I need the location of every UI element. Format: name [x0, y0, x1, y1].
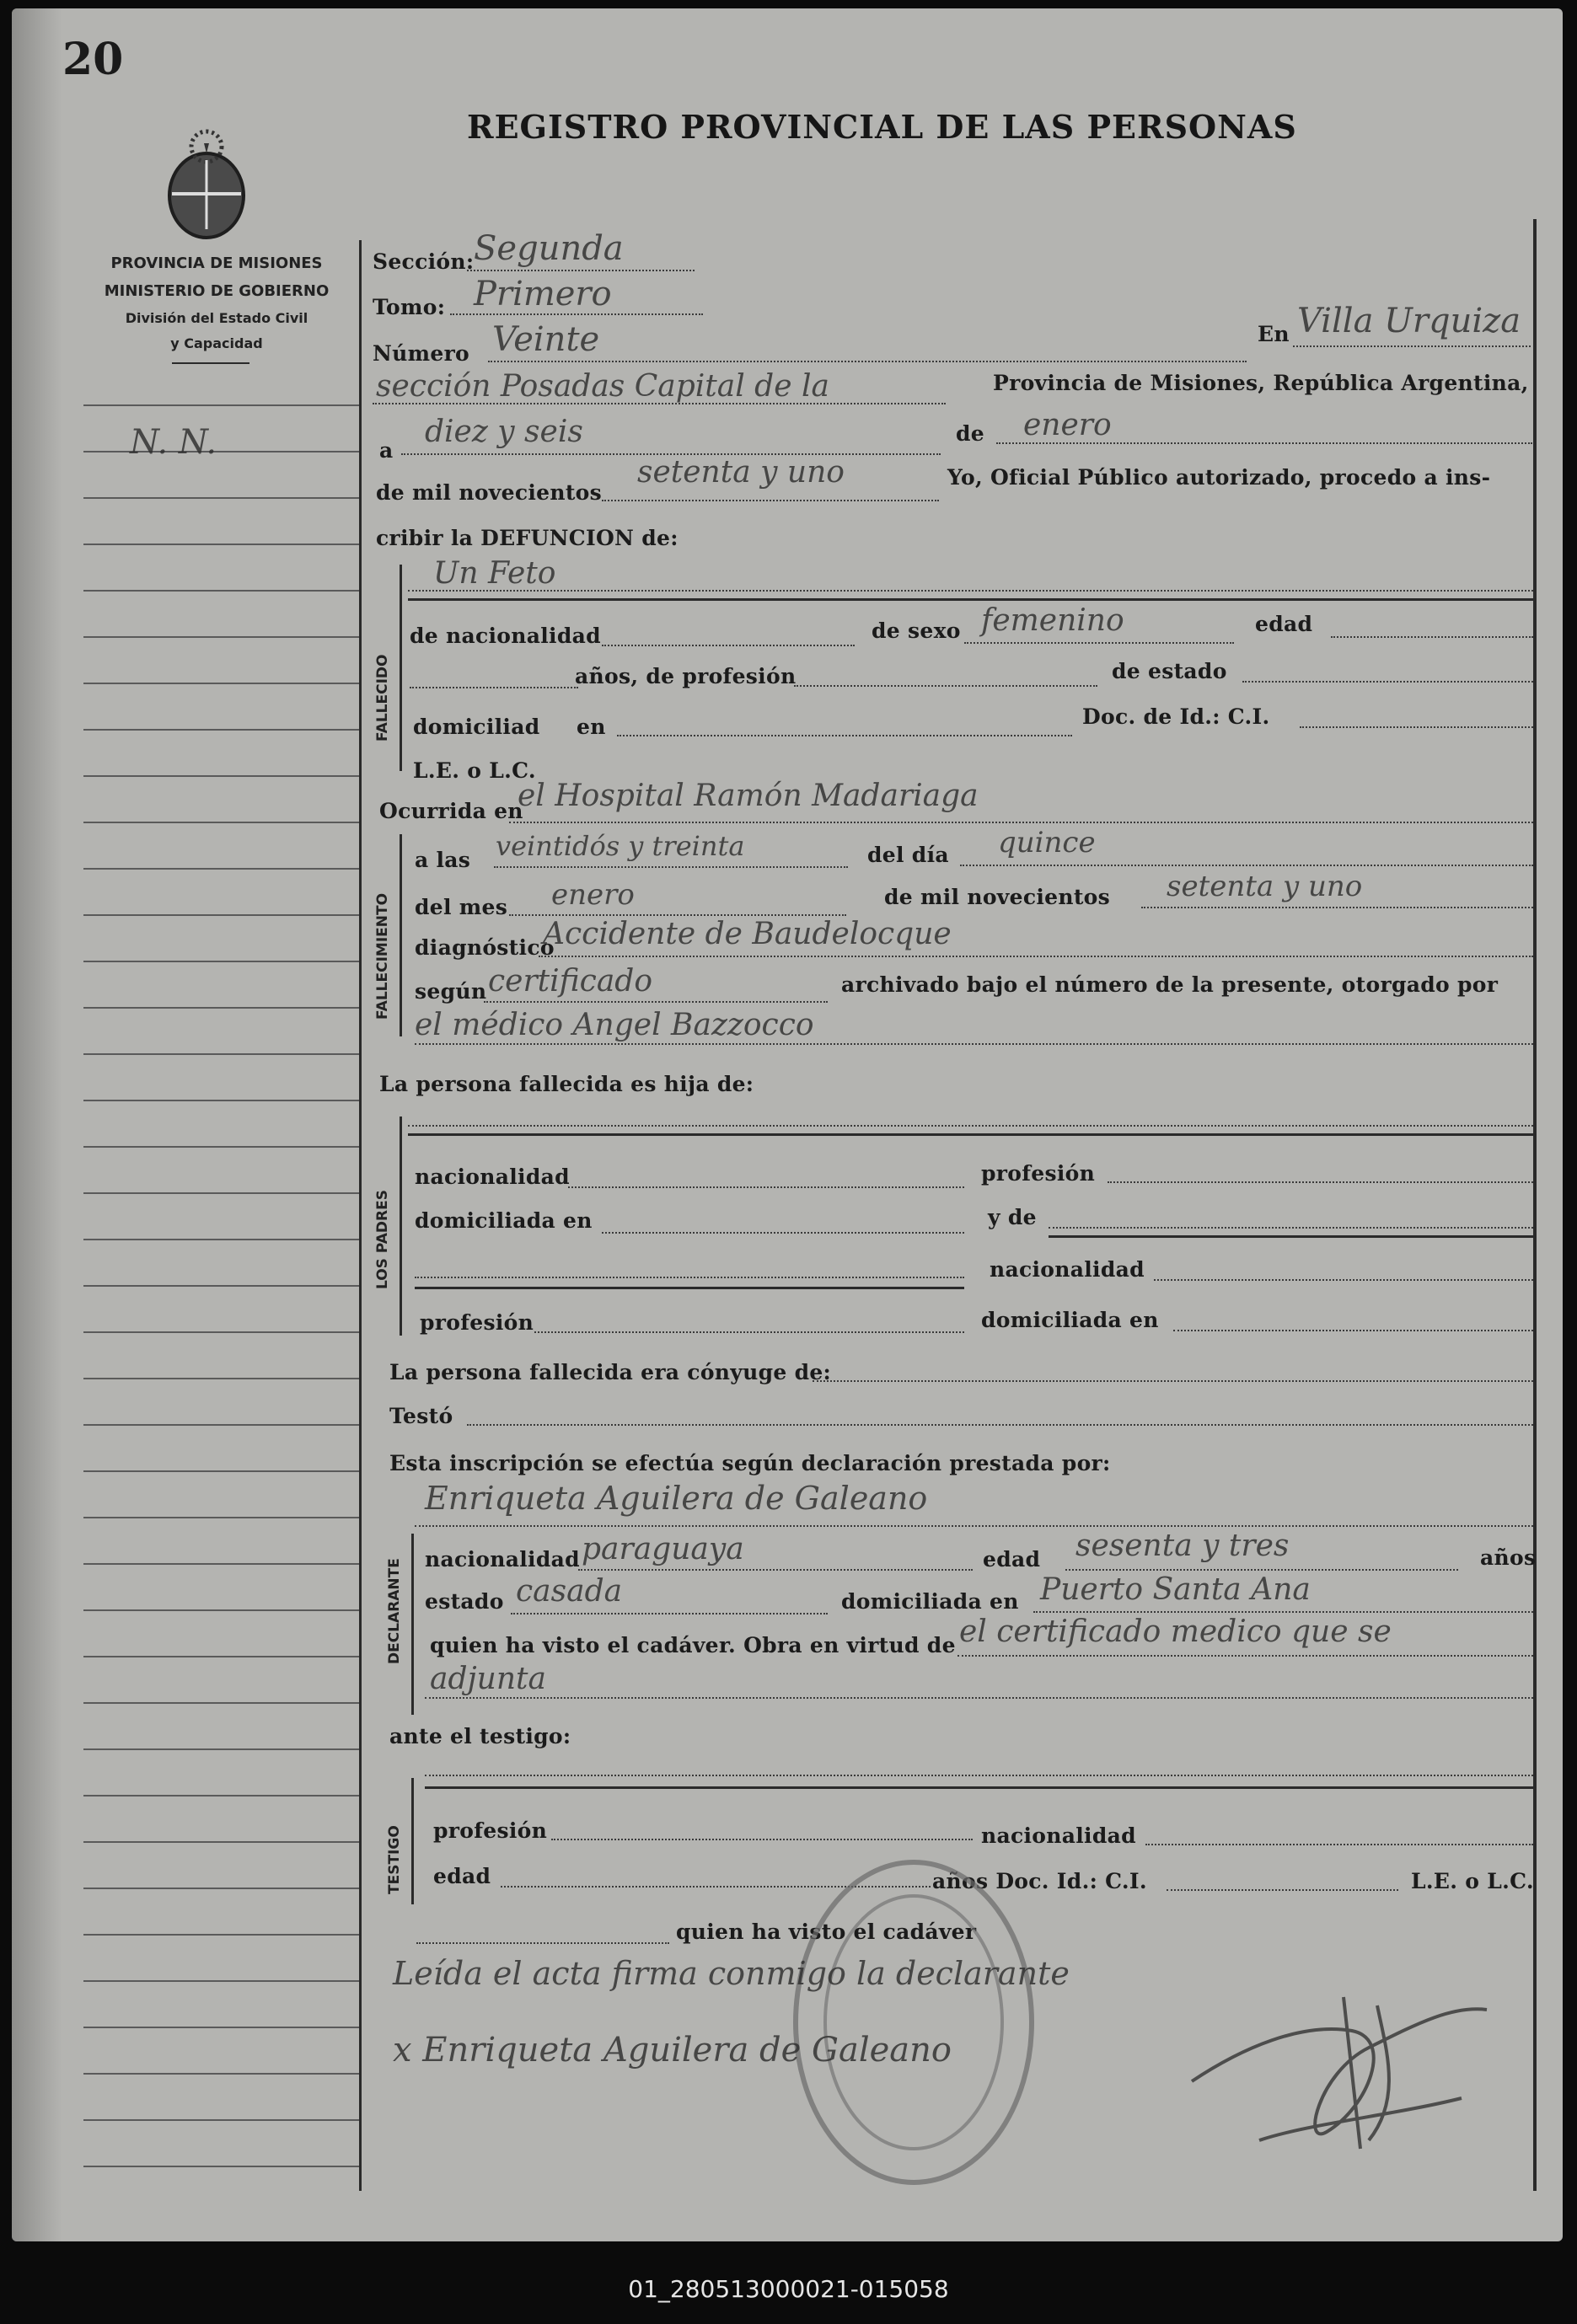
- official-stamp-seal: [779, 1845, 1049, 2199]
- value-dia-fallec: quince: [998, 826, 1096, 859]
- org-line-2: MINISTERIO DE GOBIERNO: [104, 282, 330, 300]
- label-quien-cadaver: quien ha visto el cadáver. Obra en virtud de: [430, 1633, 956, 1657]
- value-sexo: femenino: [981, 603, 1124, 638]
- value-anio-fallec: setenta y uno: [1167, 870, 1363, 903]
- label-diagnostico: diagnóstico: [415, 935, 555, 960]
- page-number: 20: [62, 34, 124, 85]
- side-label-fallecimiento: FALLECIMIENTO: [374, 892, 391, 1020]
- label-numero: Número: [373, 341, 470, 366]
- label-en2: en: [577, 715, 606, 739]
- label-nacionalidad3: nacionalidad: [425, 1547, 580, 1572]
- label-archivado: archivado bajo el número de la presente, otorgado por: [841, 972, 1499, 997]
- label-de: de: [956, 421, 984, 446]
- value-tomo: Primero: [474, 275, 612, 313]
- label-profesion: profesión: [981, 1161, 1096, 1186]
- label-en: En: [1258, 322, 1290, 346]
- value-firma: x Enriqueta Aguilera de Galeano: [393, 2031, 952, 2070]
- coat-of-arms-emblem: [160, 118, 253, 244]
- value-declarante: Enriqueta Aguilera de Galeano: [425, 1480, 928, 1517]
- label-de-estado: de estado: [1112, 659, 1227, 683]
- label-yo: Yo, Oficial Público autorizado, procedo a ins-: [947, 465, 1491, 490]
- label-edad4: edad: [433, 1864, 491, 1888]
- label-domiciliada3: domiciliada en: [841, 1589, 1019, 1614]
- label-le-lc: L.E. o L.C.: [413, 758, 536, 783]
- side-label-testigo: TESTIGO: [386, 1825, 403, 1894]
- label-profesion4: profesión: [433, 1818, 548, 1843]
- official-signature: [1175, 1972, 1529, 2174]
- value-obra: el certificado medico que se: [959, 1614, 1392, 1649]
- label-del-dia: del día: [867, 843, 949, 867]
- value-nac-decl: paraguaya: [582, 1532, 744, 1566]
- value-dia: diez y seis: [425, 415, 583, 449]
- value-anio: setenta y uno: [637, 455, 845, 490]
- value-diagnostico: Accidente de Baudelocque: [543, 917, 952, 951]
- value-dom-decl: Puerto Santa Ana: [1040, 1572, 1311, 1607]
- value-numero: Veinte: [492, 320, 600, 359]
- label-quien-cadaver2: quien ha visto el cadáver: [676, 1920, 977, 1944]
- label-anos3: años: [1480, 1545, 1537, 1570]
- value-edad-decl: sesenta y tres: [1075, 1529, 1290, 1563]
- document-page: [12, 8, 1563, 2241]
- label-provincia: Provincia de Misiones, República Argentina,: [993, 371, 1529, 395]
- org-line-4: y Capacidad: [170, 335, 263, 351]
- label-edad: edad: [1255, 612, 1313, 636]
- label-doc-id: Doc. de Id.: C.I.: [1082, 704, 1270, 729]
- org-line-1: PROVINCIA DE MISIONES: [110, 254, 323, 272]
- label-anos-doc: años Doc. Id.: C.I.: [932, 1869, 1147, 1893]
- label-cribir: cribir la DEFUNCION de:: [376, 526, 679, 550]
- document-title: REGISTRO PROVINCIAL DE LAS PERSONAS: [467, 108, 1297, 146]
- label-nacionalidad2: nacionalidad: [990, 1257, 1145, 1282]
- label-segun: según: [415, 979, 487, 1004]
- label-conyuge: La persona fallecida era cónyuge de:: [389, 1360, 832, 1384]
- main-divider: [359, 240, 362, 2191]
- label-ante-testigo: ante el testigo:: [389, 1724, 571, 1748]
- label-de-mil2: de mil novecientos: [884, 885, 1111, 909]
- label-le-lc4: L.E. o L.C.: [1411, 1869, 1534, 1893]
- margin-note: N. N.: [130, 423, 217, 462]
- value-seccion: Segunda: [474, 229, 624, 268]
- label-estado3: estado: [425, 1589, 504, 1614]
- value-mes: enero: [1023, 408, 1112, 442]
- value-ocurrida: el Hospital Ramón Madariaga: [518, 779, 979, 813]
- label-edad3: edad: [983, 1547, 1041, 1572]
- value-estado-decl: casada: [516, 1574, 623, 1609]
- value-medico: el médico Angel Bazzocco: [415, 1008, 814, 1042]
- label-tomo: Tomo:: [373, 295, 446, 319]
- label-esta-inscripcion: Esta inscripción se efectúa según declaración prestada por:: [389, 1451, 1111, 1475]
- value-seccion-lugar: sección Posadas Capital de la: [376, 369, 829, 404]
- label-de-mil: de mil novecientos: [376, 480, 603, 505]
- label-domiciliada-en: domiciliada en: [415, 1208, 593, 1233]
- label-anos-profesion: años, de profesión: [575, 664, 797, 688]
- label-a: a: [379, 438, 394, 463]
- label-de-nacionalidad: de nacionalidad: [410, 624, 601, 648]
- label-hija-de: La persona fallecida es hija de:: [379, 1072, 754, 1096]
- value-mes-fallec: enero: [551, 878, 635, 912]
- label-domiciliad: domiciliad: [413, 715, 540, 739]
- side-label-los-padres: LOS PADRES: [374, 1190, 391, 1289]
- value-lugar: Villa Urquiza: [1297, 302, 1521, 340]
- label-nacionalidad: nacionalidad: [415, 1165, 570, 1189]
- value-hora: veintidós y treinta: [496, 830, 745, 862]
- side-label-fallecido: FALLECIDO: [374, 654, 391, 742]
- image-id-caption: 01_280513000021-015058: [628, 2275, 949, 2303]
- label-seccion: Sección:: [373, 249, 475, 274]
- label-ocurrida: Ocurrida en: [379, 799, 523, 823]
- value-leida: Leída el acta firma conmigo la declarante: [393, 1955, 1070, 1992]
- label-del-mes: del mes: [415, 895, 508, 919]
- side-label-declarante: DECLARANTE: [386, 1558, 403, 1664]
- value-obra2: adjunta: [430, 1662, 546, 1696]
- label-domiciliada-en2: domiciliada en: [981, 1308, 1159, 1332]
- label-a-las: a las: [415, 848, 471, 872]
- label-nacionalidad4: nacionalidad: [981, 1823, 1136, 1848]
- org-line-3: División del Estado Civil: [125, 310, 308, 326]
- label-y-de: y de: [988, 1205, 1037, 1229]
- label-de-sexo: de sexo: [872, 618, 961, 643]
- value-segun: certificado: [488, 964, 653, 999]
- label-profesion2: profesión: [420, 1310, 534, 1335]
- label-testo: Testó: [389, 1404, 453, 1428]
- value-nombre: Un Feto: [433, 556, 556, 591]
